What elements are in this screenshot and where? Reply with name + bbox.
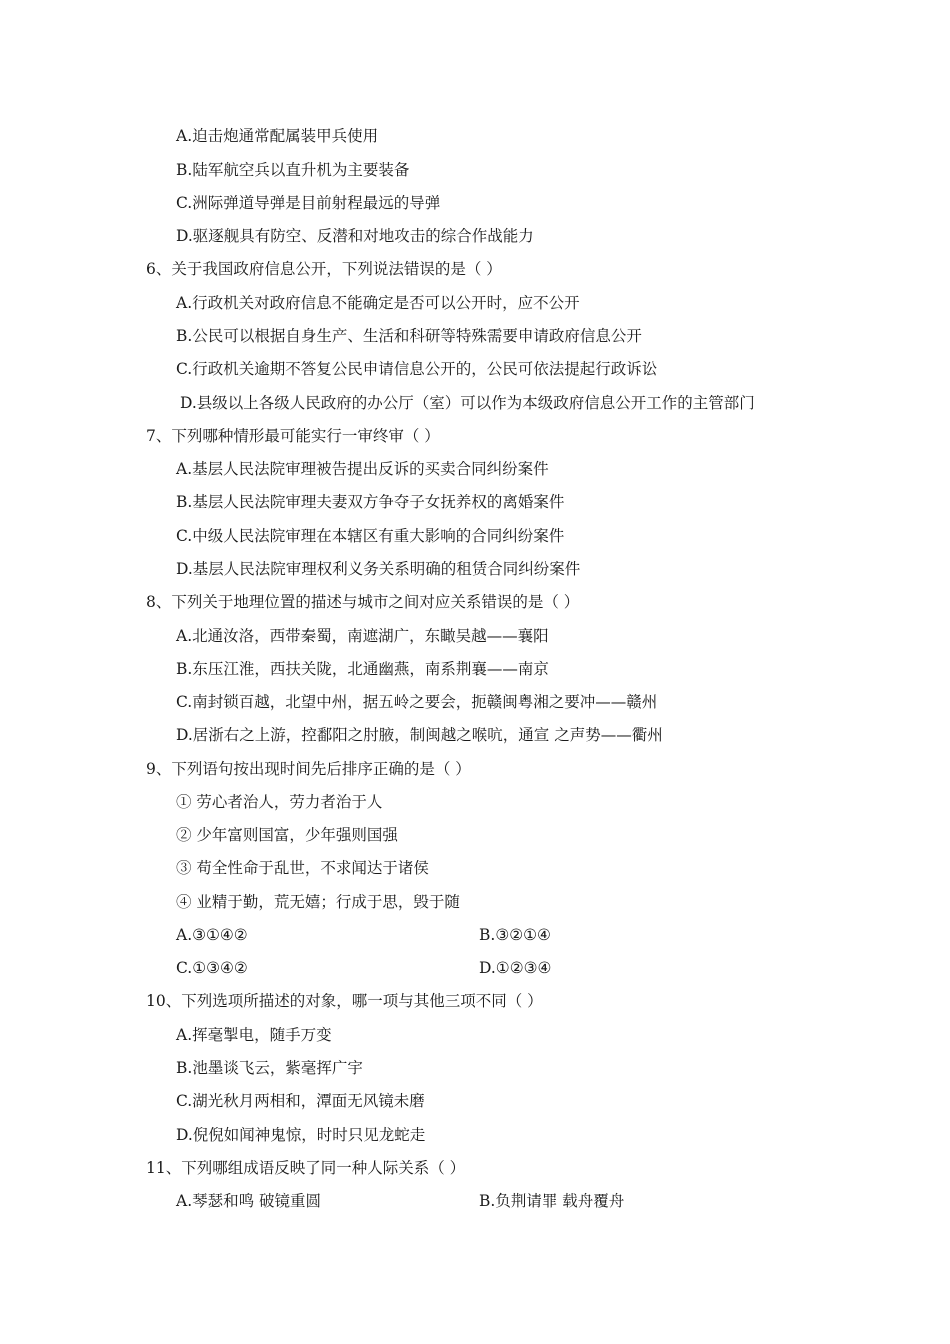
q10-option-d: D.倪倪如闻神鬼惊，时时只见龙蛇走 xyxy=(176,1126,426,1144)
q5-option-a: A.迫击炮通常配属装甲兵使用 xyxy=(176,127,379,145)
q7-option-b: B.基层人民法院审理夫妻双方争夺子女抚养权的离婚案件 xyxy=(176,493,565,511)
q11-option-a: A.琴瑟和鸣 破镜重圆 xyxy=(176,1192,322,1210)
q11-stem: 11、下列哪组成语反映了同一种人际关系（ ） xyxy=(146,1159,466,1177)
q11-option-b: B.负荆请罪 载舟覆舟 xyxy=(479,1192,625,1210)
q9-option-a: A.③①④② xyxy=(176,926,248,944)
q7-stem: 7、下列哪种情形最可能实行一审终审（ ） xyxy=(146,427,440,445)
q8-stem: 8、下列关于地理位置的描述与城市之间对应关系错误的是（ ） xyxy=(146,593,580,611)
q6-stem: 6、关于我国政府信息公开，下列说法错误的是（ ） xyxy=(146,260,502,278)
q9-statement-1: ① 劳心者治人，劳力者治于人 xyxy=(176,793,383,811)
q9-option-d: D.①②③④ xyxy=(479,959,552,977)
q10-option-c: C.湖光秋月两相和，潭面无风镜未磨 xyxy=(176,1092,425,1110)
q6-option-d: D.县级以上各级人民政府的办公厅（室）可以作为本级政府信息公开工作的主管部门 xyxy=(180,394,755,412)
q9-statement-2: ② 少年富则国富，少年强则国强 xyxy=(176,826,398,844)
q8-option-b: B.东压江淮，西扶关陇，北通幽燕，南系荆襄——南京 xyxy=(176,660,549,678)
q10-option-b: B.池墨谈飞云，紫毫挥广宇 xyxy=(176,1059,363,1077)
q10-option-a: A.挥毫掣电，随手万变 xyxy=(176,1026,332,1044)
q7-option-a: A.基层人民法院审理被告提出反诉的买卖合同纠纷案件 xyxy=(176,460,549,478)
q7-option-c: C.中级人民法院审理在本辖区有重大影响的合同纠纷案件 xyxy=(176,527,565,545)
q5-option-b: B.陆军航空兵以直升机为主要装备 xyxy=(176,161,410,179)
q6-option-b: B.公民可以根据自身生产、生活和科研等特殊需要申请政府信息公开 xyxy=(176,327,642,345)
q5-option-d: D.驱逐舰具有防空、反潜和对地攻击的综合作战能力 xyxy=(176,227,534,245)
q6-option-c: C.行政机关逾期不答复公民申请信息公开的，公民可依法提起行政诉讼 xyxy=(176,360,658,378)
q10-stem: 10、下列选项所描述的对象，哪一项与其他三项不同（ ） xyxy=(146,992,543,1010)
q8-option-c: C.南封锁百越，北望中州，据五岭之要会，扼赣闽粤湘之要冲——赣州 xyxy=(176,693,658,711)
q6-option-a: A.行政机关对政府信息不能确定是否可以公开时，应不公开 xyxy=(176,294,580,312)
q9-option-c: C.①③④② xyxy=(176,959,248,977)
q9-statement-3: ③ 苟全性命于乱世，不求闻达于诸侯 xyxy=(176,859,429,877)
q8-option-d: D.居浙右之上游，控鄱阳之肘腋，制闽越之喉吭，通宣 之声势——衢州 xyxy=(176,726,663,744)
q9-option-b: B.③②①④ xyxy=(479,926,551,944)
q9-statement-4: ④ 业精于勤，荒无嬉；行成于思，毁于随 xyxy=(176,893,460,911)
q8-option-a: A.北通汝洛，西带秦蜀，南遮湖广，东瞰吴越——襄阳 xyxy=(176,627,549,645)
q5-option-c: C.洲际弹道导弹是目前射程最远的导弹 xyxy=(176,194,441,212)
q7-option-d: D.基层人民法院审理权利义务关系明确的租赁合同纠纷案件 xyxy=(176,560,581,578)
q9-stem: 9、下列语句按出现时间先后排序正确的是（ ） xyxy=(146,760,471,778)
